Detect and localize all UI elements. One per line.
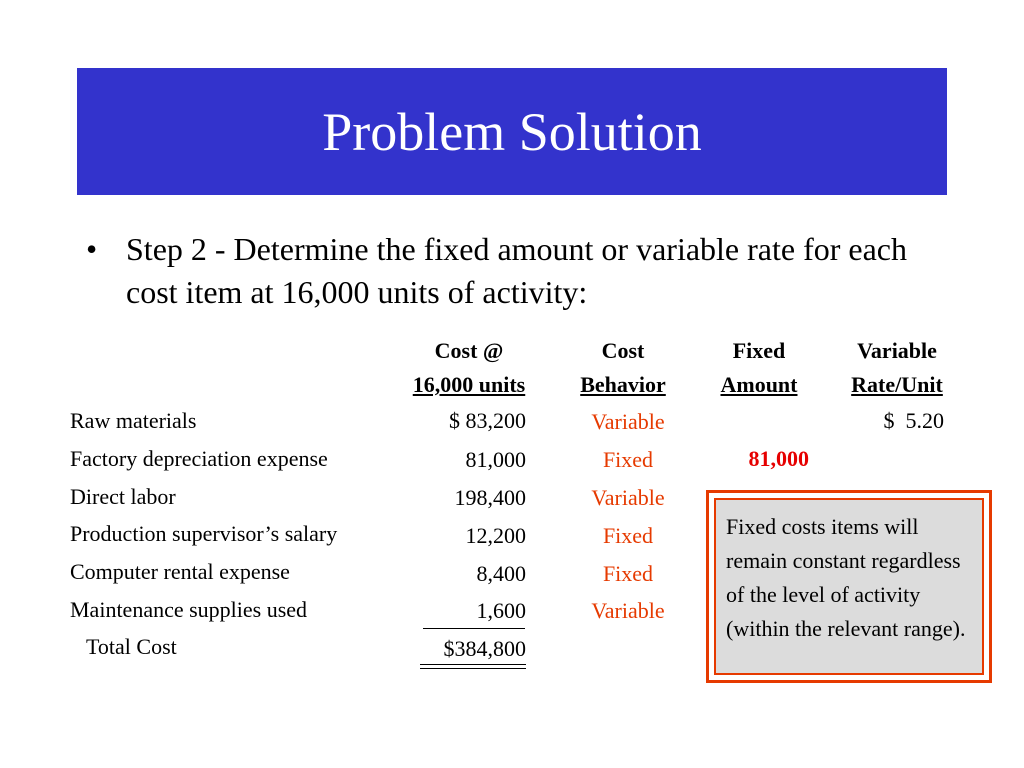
note-callout	[706, 490, 992, 683]
total-double-rule	[420, 664, 526, 669]
row-fixed-factory-depreciation: 81,000	[748, 446, 809, 471]
header-cost-line2: 16,000 units	[412, 372, 526, 397]
header-fixed-line1: Fixed	[732, 338, 786, 363]
row-behavior-computer-rental: Fixed	[602, 561, 654, 586]
row-label-raw-materials: Raw materials	[70, 408, 197, 433]
header-rate	[830, 334, 964, 402]
bullet-marker: •	[86, 231, 98, 267]
row-label-maintenance-supplies: Maintenance supplies used	[70, 597, 308, 622]
row-label-factory-depreciation: Factory depreciation expense	[70, 446, 328, 471]
row-cost-computer-rental: 8,400	[476, 561, 526, 586]
total-label: Total Cost	[86, 634, 177, 659]
header-fixed	[700, 334, 818, 402]
row-behavior-raw-materials: Variable	[591, 409, 665, 434]
row-behavior-factory-depreciation: Fixed	[602, 447, 654, 472]
header-behavior-line2: Behavior	[580, 372, 666, 397]
header-fixed-line2: Amount	[720, 372, 798, 397]
row-cost-factory-depreciation: 81,000	[465, 447, 526, 472]
slide-title: Problem Solution	[322, 101, 702, 162]
row-behavior-maintenance-supplies: Variable	[591, 598, 665, 623]
header-cost	[392, 334, 546, 402]
note-text: Fixed costs items will remain constant regardless of the level of activity (within the relevant range).	[714, 498, 984, 675]
header-rate-line2: Rate/Unit	[851, 372, 943, 397]
header-behavior	[563, 334, 683, 402]
total-cost: $384,800	[443, 636, 526, 661]
row-cost-supervisor-salary: 12,200	[465, 523, 526, 548]
row-behavior-supervisor-salary: Fixed	[602, 523, 654, 548]
row-rate-raw-materials: $ 5.20	[883, 408, 944, 433]
row-label-computer-rental: Computer rental expense	[70, 559, 290, 584]
row-cost-direct-labor: 198,400	[454, 485, 526, 510]
bullet-text: Step 2 - Determine the fixed amount or variable rate for each cost item at 16,000 units of activity:	[126, 231, 907, 310]
bullet-point	[86, 228, 936, 314]
row-cost-maintenance-supplies: 1,600	[476, 598, 526, 623]
row-label-direct-labor: Direct labor	[70, 484, 176, 509]
header-cost-line1: Cost @	[434, 338, 504, 363]
header-rate-line1: Variable	[857, 338, 937, 363]
sum-rule	[423, 628, 525, 629]
row-behavior-direct-labor: Variable	[591, 485, 665, 510]
header-behavior-line1: Cost	[601, 338, 645, 363]
title-banner	[77, 68, 947, 195]
row-label-supervisor-salary: Production supervisor’s salary	[70, 521, 338, 546]
row-cost-raw-materials: $ 83,200	[449, 408, 526, 433]
